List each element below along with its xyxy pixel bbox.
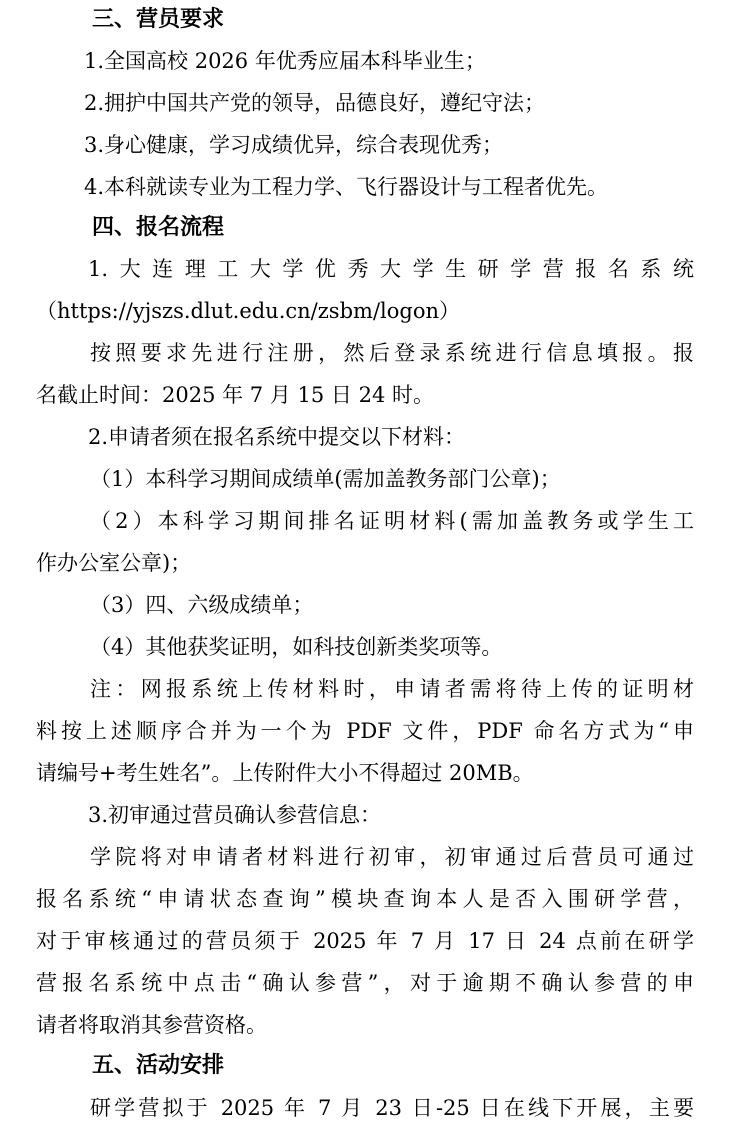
requirement-item-2: 2.拥护中国共产党的领导，品德良好，遵纪守法；: [84, 91, 546, 115]
upload-note-cont-2: 请编号+考生姓名”。上传附件大小不得超过 20MB。: [36, 761, 534, 785]
section3-heading: 三、营员要求: [92, 7, 225, 32]
requirement-item-3: 3.身心健康，学习成绩优异，综合表现优秀；: [84, 133, 504, 157]
step3-intro: 3.初审通过营员确认参营信息：: [88, 803, 382, 827]
registration-url[interactable]: （https://yjszs.dlut.edu.cn/zsbm/logon）: [36, 299, 460, 323]
material-item-1: （1）本科学习期间成绩单(需加盖教务部门公章)；: [90, 467, 561, 491]
review-text-cont-2: 对于审核通过的营员须于 2025 年 7 月 17 日 24 点前在研学: [36, 929, 694, 953]
upload-note: 注：网报系统上传材料时，申请者需将待上传的证明材: [90, 677, 694, 701]
requirement-item-4: 4.本科就读专业为工程力学、飞行器设计与工程者优先。: [84, 175, 609, 199]
step2-intro: 2.申请者须在报名系统中提交以下材料：: [88, 425, 466, 449]
activity-text: 研学营拟于 2025 年 7 月 23 日-25 日在线下开展，主要: [90, 1096, 694, 1120]
section5-heading: 五、活动安排: [92, 1053, 225, 1078]
review-text: 学院将对申请者材料进行初审，初审通过后营员可通过: [90, 845, 694, 869]
material-item-4: （4）其他获奖证明，如科技创新类奖项等。: [90, 635, 503, 659]
review-text-cont-3: 营报名系统中点击“确认参营”，对于逾期不确认参营的申: [36, 971, 694, 995]
material-item-2: （2）本科学习期间排名证明材料(需加盖教务或学生工: [90, 509, 694, 533]
material-item-3: （3）四、六级成绩单；: [90, 593, 314, 617]
section4-heading: 四、报名流程: [92, 215, 225, 240]
review-text-cont-4: 请者将取消其参营资格。: [36, 1013, 267, 1037]
step1-instruction: 按照要求先进行注册，然后登录系统进行信息填报。报: [90, 341, 694, 365]
upload-note-cont-1: 料按上述顺序合并为一个为 PDF 文件，PDF 命名方式为“申: [36, 719, 694, 743]
review-text-cont-1: 报名系统“申请状态查询”模块查询本人是否入围研学营，: [36, 887, 694, 911]
material-item-2-cont: 作办公室公章)；: [36, 551, 192, 575]
requirement-item-1: 1.全国高校 2026 年优秀应届本科毕业生；: [84, 49, 486, 73]
registration-deadline: 名截止时间：2025 年 7 月 15 日 24 时。: [36, 383, 434, 407]
step1-text: 1.大连理工大学优秀大学生研学营报名系统: [88, 257, 694, 281]
